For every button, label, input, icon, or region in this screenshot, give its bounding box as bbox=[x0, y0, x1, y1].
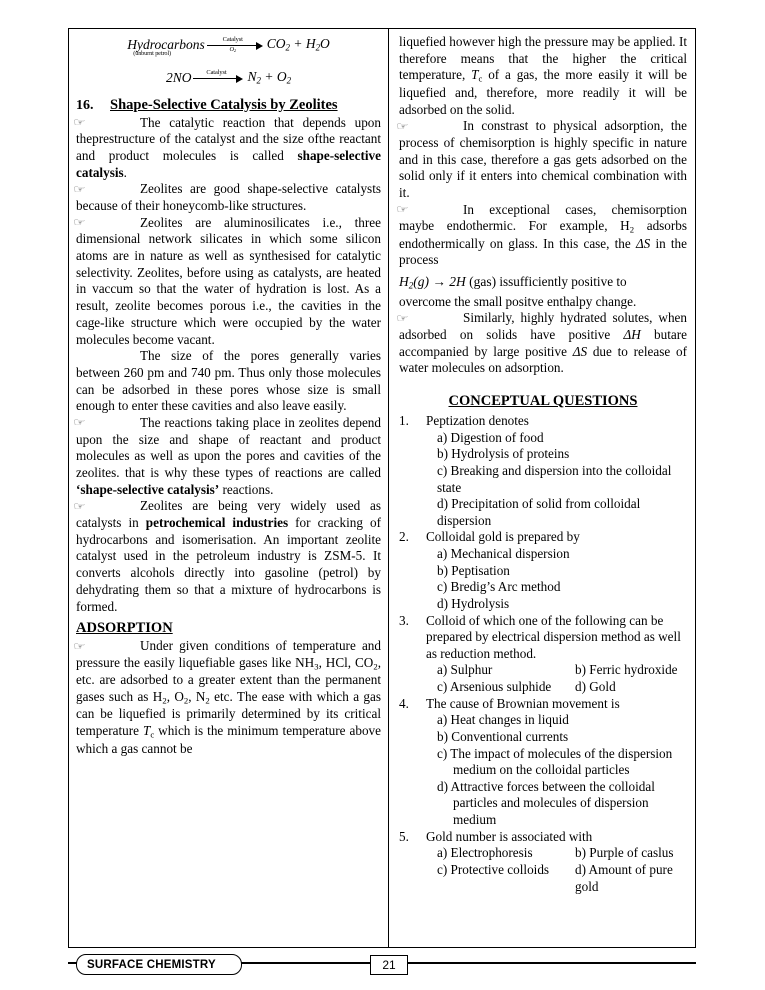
paragraph bbox=[73, 114, 381, 182]
paragraph bbox=[396, 201, 688, 270]
paragraph-text: The catalytic reaction that depends upon theprestructure of the catalyst and the size ofthe reactant and product molecules is called bbox=[76, 114, 381, 163]
pointing-hand-icon: ☞ bbox=[73, 183, 86, 196]
question-option-row bbox=[426, 679, 687, 696]
question-option[interactable]: a) Sulphur bbox=[437, 662, 493, 678]
paragraph-text: which is the minimum temperature above which a gas cannot be bbox=[76, 723, 381, 756]
equation-2-product: $N_2 + O_2$ bbox=[247, 69, 292, 86]
delta-h-symbol: ΔH bbox=[623, 327, 641, 343]
paragraph-text: liquefied however high the pressure may be applied. It therefore means that the higher the critical temperature, bbox=[399, 34, 687, 83]
question-stem: Gold number is associated with bbox=[426, 828, 593, 844]
question-option[interactable]: d) Hydrolysis bbox=[437, 595, 510, 611]
question-stem: The cause of Brownian movement is bbox=[426, 695, 620, 711]
italic-symbol-T: T bbox=[471, 67, 479, 83]
subscript: 2 bbox=[183, 695, 189, 706]
paragraph-text: adsorbs endothermically on glass. In this case, the bbox=[399, 218, 688, 251]
question-number: 4. bbox=[399, 695, 409, 711]
pointing-hand-icon: ☞ bbox=[396, 204, 409, 217]
adsorption-heading-wrap bbox=[76, 615, 381, 638]
question-option[interactable]: c) Bredig’s Arc method bbox=[437, 579, 561, 595]
equation-inline-block bbox=[399, 273, 687, 292]
paragraph-text: , N bbox=[188, 689, 206, 705]
page-number-box bbox=[370, 955, 408, 975]
paragraph-text: butare accompanied by large positive bbox=[399, 327, 687, 359]
subscript: c bbox=[478, 73, 483, 84]
paragraph bbox=[396, 118, 687, 201]
equation-h2-dissociation: $H_2(g) \to 2H$ (gas) bbox=[399, 274, 497, 291]
paragraph-emphasis: shape-selective catalysis bbox=[76, 147, 381, 180]
question-item bbox=[399, 696, 687, 829]
question-option-row bbox=[426, 662, 687, 679]
conceptual-questions-heading: CONCEPTUAL QUESTIONS bbox=[448, 393, 638, 410]
question-stem: Colloidal gold is prepared by bbox=[426, 529, 580, 545]
footer-chapter-text: SURFACE CHEMISTRY bbox=[87, 958, 216, 971]
pointing-hand-icon: ☞ bbox=[73, 117, 86, 130]
question-option[interactable]: a) Heat changes in liquid bbox=[437, 712, 569, 728]
paragraph-text: Zeolites are aluminosilicates i.e., three dimensional network silicates in which some silicon atoms are in nature as well as synthesised for catalytic selectivity. Zeolites, before using as catalysts, are heated in vaccum so that the water of hydration is lost. As a result, zeolite becomes porous i.e., the cavities in the cage-like structure which were occupied by the water molecules become vacant. bbox=[76, 214, 381, 347]
paragraph bbox=[73, 498, 381, 615]
left-column bbox=[69, 29, 389, 947]
subscript: 2 bbox=[162, 695, 167, 706]
paragraph bbox=[399, 294, 687, 311]
equation-hydrocarbons bbox=[76, 34, 381, 57]
question-item bbox=[399, 413, 687, 529]
paragraph-text: etc. The ease with which a gas can be liquefied is primarily determined by its critical temperature bbox=[76, 689, 382, 739]
equation-2-reactant: 2NO bbox=[165, 70, 192, 85]
subscript: 2 bbox=[629, 224, 635, 235]
question-option[interactable]: b) Peptisation bbox=[437, 562, 510, 578]
paragraph-text: , HCl, CO bbox=[318, 654, 374, 670]
footer-chapter-label bbox=[76, 954, 242, 975]
paragraph-text: Similarly, highly hydrated solutes, when adsorbed on solids have positive bbox=[399, 310, 687, 343]
paragraph-text-tail: for cracking of hydrocarbons and isomerisation. An important zeolite catalyst used in the petroleum industry is ZSM-5. It converts alcohols directly into gasoline (petrol) by dehydrating them so that a mixture of hydrocarbons is formed. bbox=[76, 515, 381, 614]
paragraph-text: The size of the pores generally varies between 260 pm and 740 pm. Thus only those molecules can be adsorbed in these pores whose size is small enough to enter these cavities and also leave easily. bbox=[76, 348, 381, 414]
paragraph-text: in the process bbox=[399, 235, 688, 268]
paragraph bbox=[73, 638, 382, 757]
paragraph-text: Zeolites are good shape-selective catalysts because of their honeycomb-like structures. bbox=[76, 181, 381, 213]
pointing-hand-icon: ☞ bbox=[73, 640, 86, 653]
subscript: 2 bbox=[373, 661, 378, 672]
paragraph-text-tail: reactions. bbox=[219, 481, 274, 497]
question-option-continuation: particles and molecules of dispersion medium bbox=[453, 795, 649, 828]
question-stem: Colloid of which one of the following can be prepared by electrical dispersion method as well as reduction method. bbox=[426, 612, 681, 661]
question-item bbox=[399, 529, 687, 612]
question-option[interactable]: c) Breaking and dispersion into the colloidal state bbox=[437, 462, 672, 495]
equation-1-product: $CO_2 + H_2O$ bbox=[266, 36, 330, 53]
italic-symbol-T: T bbox=[142, 723, 151, 739]
question-number: 3. bbox=[399, 612, 409, 628]
question-option[interactable]: a) Mechanical dispersion bbox=[437, 546, 570, 562]
section-heading bbox=[76, 97, 381, 114]
equation-1-catalyst-label: Catalyst bbox=[222, 36, 243, 44]
equation-trailing-text: issufficiently positive to bbox=[496, 274, 627, 290]
question-number: 1. bbox=[399, 413, 409, 429]
paragraph-text: , O bbox=[166, 689, 184, 705]
paragraph-text: Zeolites are being very widely used as catalysts in bbox=[76, 498, 381, 531]
pointing-hand-icon: ☞ bbox=[73, 217, 86, 230]
subscript: 3 bbox=[314, 661, 319, 672]
paragraph bbox=[396, 310, 687, 377]
paragraph bbox=[399, 34, 687, 118]
two-column-layout bbox=[69, 29, 695, 947]
paragraph-text: , etc. are adsorbed to a greater extent than the permanent gases such as H bbox=[76, 654, 381, 705]
question-option[interactable]: b) Ferric hydroxide bbox=[575, 662, 678, 678]
question-option[interactable]: b) Hydrolysis of proteins bbox=[437, 446, 570, 462]
question-option[interactable]: b) Conventional currents bbox=[437, 728, 569, 744]
equation-no-decomposition bbox=[76, 68, 381, 87]
reaction-arrow-icon bbox=[193, 70, 245, 86]
subscript: c bbox=[150, 729, 155, 740]
delta-s-symbol: ΔS bbox=[635, 235, 651, 251]
equation-2-catalyst-label: Catalyst bbox=[206, 69, 227, 77]
question-option[interactable]: b) Purple of caslus bbox=[575, 845, 674, 861]
pointing-hand-icon: ☞ bbox=[73, 417, 86, 430]
delta-s-symbol: ΔS bbox=[572, 343, 588, 359]
content-frame bbox=[68, 28, 696, 948]
question-option[interactable]: a) Digestion of food bbox=[437, 429, 544, 445]
paragraph-text: due to release of water molecules on adsorption. bbox=[399, 343, 687, 376]
paragraph bbox=[73, 414, 381, 498]
paragraph bbox=[73, 181, 381, 214]
question-option[interactable]: d) Amount of pure gold bbox=[575, 861, 673, 894]
question-item bbox=[399, 613, 687, 696]
question-option-continuation: medium on the colloidal particles bbox=[453, 762, 630, 778]
page-number-text: 21 bbox=[382, 958, 396, 972]
right-column bbox=[389, 29, 695, 947]
question-option[interactable]: d) Gold bbox=[575, 679, 616, 695]
question-number: 5. bbox=[399, 828, 409, 844]
paragraph-emphasis: petrochemical industries bbox=[145, 515, 289, 531]
paragraph bbox=[73, 214, 381, 349]
paragraph-emphasis: ‘shape-selective catalysis’ bbox=[76, 481, 220, 497]
paragraph-text: The reactions taking place in zeolites depend upon the size and shape of reactant and product molecules as well as upon the pores and cavities of the zeolites. that is why these types of reactions are called bbox=[76, 414, 381, 480]
question-option[interactable]: c) Protective colloids bbox=[437, 861, 550, 877]
question-option-row bbox=[426, 862, 687, 895]
equation-1-reactant: Hydrocarbons bbox=[127, 37, 205, 52]
question-stem: Peptization denotes bbox=[426, 413, 529, 429]
equation-1-below-label: $O_2$ bbox=[229, 46, 236, 54]
paragraph-text: In exceptional cases, chemisorption maybe endothermic. For example, H bbox=[399, 201, 687, 234]
pointing-hand-icon: ☞ bbox=[396, 120, 409, 133]
pointing-hand-icon: ☞ bbox=[396, 312, 409, 325]
question-option[interactable]: a) Electrophoresis bbox=[437, 845, 533, 861]
subscript: 2 bbox=[205, 695, 210, 706]
reaction-arrow-icon bbox=[207, 37, 265, 53]
pointing-hand-icon: ☞ bbox=[73, 500, 86, 513]
question-number: 2. bbox=[399, 529, 409, 545]
section-number: 16. bbox=[76, 97, 94, 113]
question-option-row bbox=[426, 845, 687, 862]
question-option[interactable]: c) The impact of molecules of the dispersion bbox=[437, 745, 673, 761]
paragraph-text: Under given conditions of temperature and pressure the easily liquefiable gases like NH bbox=[76, 638, 381, 670]
equation-1-reactant-note: (unburnt petrol) bbox=[133, 50, 171, 57]
question-option[interactable]: d) Precipitation of solid from colloidal dispersion bbox=[437, 496, 641, 528]
paragraph-text: of a gas, the more easily it will be liquefied and, therefore, more readily it will be adsorbed on the solid. bbox=[399, 67, 687, 117]
question-option[interactable]: c) Arsenious sulphide bbox=[437, 679, 552, 695]
paragraph-text: In constrast to physical adsorption, the process of chemisorption is highly specific in nature and in this case, therefore a gas gets adsorbed on the solid only if it enters into chemical combination with it. bbox=[399, 118, 687, 200]
question-option[interactable]: d) Attractive forces between the colloidal bbox=[437, 778, 655, 794]
paragraph bbox=[76, 348, 381, 415]
question-item bbox=[399, 829, 687, 896]
paragraph-text-tail: . bbox=[123, 164, 127, 180]
adsorption-heading: ADSORPTION bbox=[76, 620, 173, 637]
section-title: Shape-Selective Catalysis by Zeolites bbox=[110, 96, 338, 113]
paragraph-text: overcome the small positve enthalpy change. bbox=[399, 293, 637, 309]
